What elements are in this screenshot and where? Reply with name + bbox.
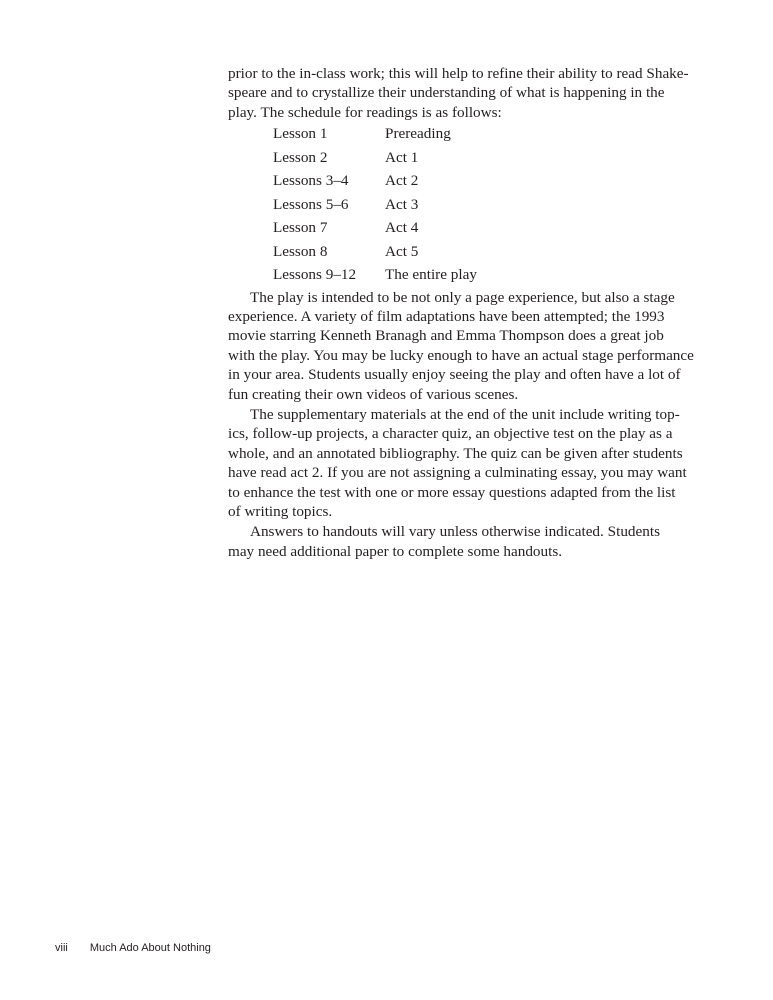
text-line: movie starring Kenneth Branagh and Emma Thompson does a great job [228, 327, 664, 345]
schedule-reading: Prereading [385, 125, 451, 143]
schedule-lesson: Lessons 5–6 [273, 195, 349, 213]
schedule-row [228, 193, 660, 217]
text-line: with the play. You may be lucky enough to have an actual stage performance [228, 346, 694, 364]
schedule-row [228, 216, 660, 240]
schedule-reading: The entire play [385, 266, 477, 284]
body-text [228, 64, 694, 561]
paragraph [228, 522, 660, 561]
schedule-row [228, 122, 660, 146]
page-number: viii [55, 942, 68, 954]
schedule-row [228, 263, 660, 287]
text-line: of writing topics. [228, 502, 333, 520]
text-line: prior to the in-class work; this will help to refine their ability to read Shake- [228, 65, 689, 82]
schedule-lesson: Lesson 1 [273, 125, 328, 143]
text-line: play. The schedule for readings is as follows: [228, 103, 502, 121]
text-line: fun creating their own videos of various scenes. [228, 385, 519, 403]
book-title: Much Ado About Nothing [89, 942, 211, 954]
schedule-reading: Act 5 [385, 242, 419, 260]
schedule-lesson: Lessons 9–12 [273, 266, 357, 284]
text-line: may need additional paper to complete some handouts. [228, 542, 563, 560]
paragraph [228, 288, 694, 404]
schedule-reading: Act 2 [385, 172, 419, 190]
text-line: to enhance the test with one or more essay questions adapted from the list [228, 483, 676, 501]
schedule-lesson: Lesson 7 [273, 219, 328, 237]
schedule-row [228, 146, 660, 170]
paragraphs [228, 288, 694, 561]
text-line: in your area. Students usually enjoy seeing the play and often have a lot of [228, 366, 681, 384]
schedule-reading: Act 1 [385, 148, 419, 166]
intro-paragraph [228, 64, 689, 122]
text-line: ics, follow-up projects, a character quiz, an objective test on the play as a [228, 425, 673, 443]
schedule-row [228, 169, 660, 193]
text-line: The supplementary materials at the end of the unit include writing top- [250, 406, 680, 424]
schedule-reading: Act 3 [385, 195, 419, 213]
text-line: whole, and an annotated bibliography. The quiz can be given after students [228, 444, 683, 462]
text-line: experience. A variety of film adaptations have been attempted; the 1993 [228, 308, 665, 326]
paragraph [228, 405, 687, 521]
schedule-reading: Act 4 [385, 219, 419, 237]
schedule-lesson: Lesson 8 [273, 242, 328, 260]
text-line: Answers to handouts will vary unless otherwise indicated. Students [250, 523, 660, 541]
schedule-row [228, 240, 660, 264]
schedule-lesson: Lesson 2 [273, 148, 328, 166]
text-line: speare and to crystallize their understanding of what is happening in the [228, 84, 665, 102]
schedule-lesson: Lessons 3–4 [273, 172, 349, 190]
page-footer [55, 942, 211, 954]
text-line: have read act 2. If you are not assigning a culminating essay, you may want [228, 464, 687, 482]
text-line: The play is intended to be not only a page experience, but also a stage [250, 288, 675, 306]
reading-schedule [228, 122, 660, 287]
